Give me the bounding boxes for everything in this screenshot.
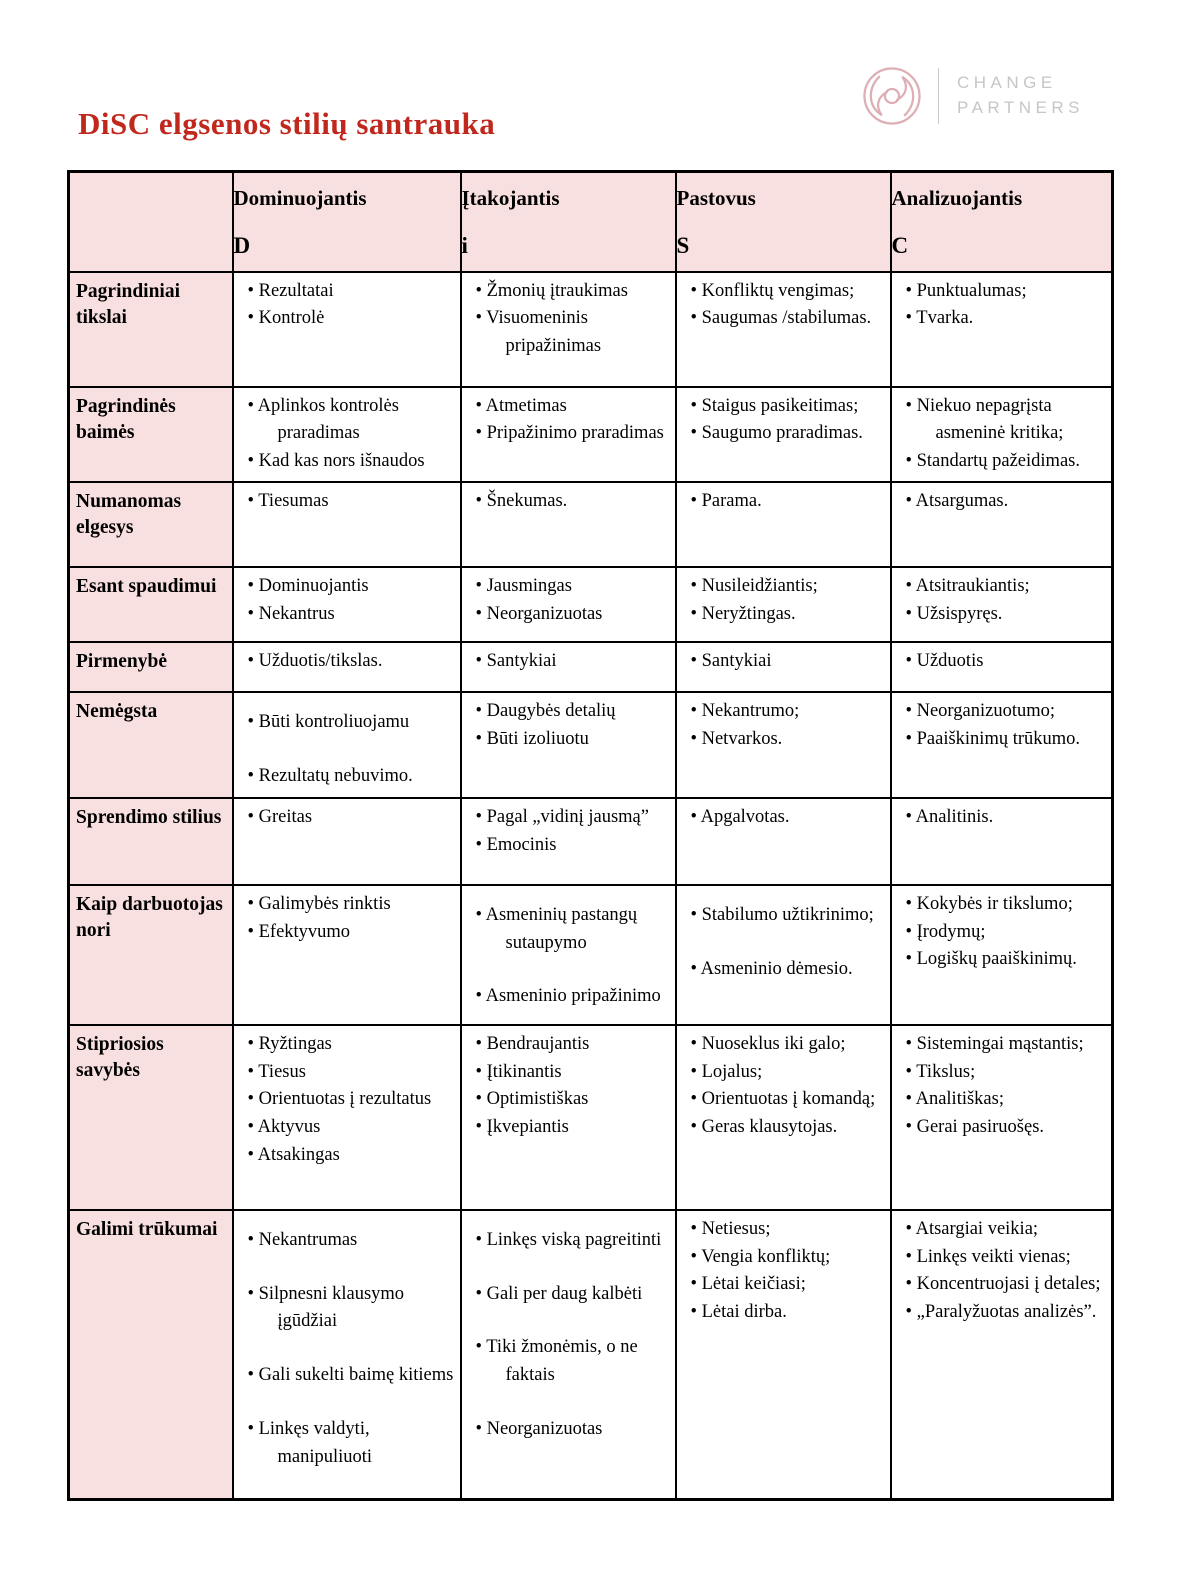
bullet-item: • Gali sukelti baimę kitiems bbox=[238, 1362, 454, 1390]
cell-i bbox=[461, 1025, 676, 1210]
bullet-item: • Koncentruojasi į detales; bbox=[896, 1271, 1106, 1299]
bullet-item: • Tikslus; bbox=[896, 1059, 1106, 1087]
bullet-item: • Aktyvus bbox=[238, 1114, 454, 1142]
bullet-item: • Niekuo nepagrįsta asmeninė kritika; bbox=[896, 393, 1106, 449]
bullet-item: • Vengia konfliktų; bbox=[681, 1244, 884, 1272]
bullet-item: • „Paralyžuotas analizės”. bbox=[896, 1299, 1106, 1327]
bullet-item: • Geras klausytojas. bbox=[681, 1114, 884, 1142]
bullet-item: • Neorganizuotas bbox=[466, 1416, 669, 1444]
table-row bbox=[69, 387, 1113, 482]
bullet-item: • Ryžtingas bbox=[238, 1031, 454, 1059]
logo-line1: CHANGE bbox=[957, 73, 1057, 93]
bullet-item: • Rezultatai bbox=[238, 278, 454, 306]
cell-C bbox=[891, 272, 1113, 387]
bullet-item: • Visuomeninis pripažinimas bbox=[466, 305, 669, 361]
bullet-item: • Šnekumas. bbox=[466, 488, 669, 516]
cell-C bbox=[891, 1025, 1113, 1210]
column-header-D bbox=[233, 172, 461, 272]
cell-C bbox=[891, 482, 1113, 567]
bullet-item: • Kokybės ir tikslumo; bbox=[896, 891, 1106, 919]
bullet-item: • Nekantrus bbox=[238, 601, 454, 629]
cell-S bbox=[676, 1210, 891, 1500]
bullet-item: • Įrodymų; bbox=[896, 919, 1106, 947]
row-label: Pagrindiniai tikslai bbox=[69, 272, 233, 387]
bullet-item: • Atsitraukiantis; bbox=[896, 573, 1106, 601]
bullet-item: • Asmeninio pripažinimo bbox=[466, 983, 669, 1011]
cell-S bbox=[676, 642, 891, 692]
row-label: Kaip darbuotojas nori bbox=[69, 885, 233, 1025]
column-name: Įtakojantis bbox=[461, 186, 560, 210]
cell-C bbox=[891, 885, 1113, 1025]
column-header-S bbox=[676, 172, 891, 272]
row-label: Pirmenybė bbox=[69, 642, 233, 692]
bullet-item: • Konfliktų vengimas; bbox=[681, 278, 884, 306]
disc-table-head bbox=[69, 172, 1113, 272]
bullet-item: • Tiesus bbox=[238, 1059, 454, 1087]
cell-i bbox=[461, 567, 676, 642]
table-row bbox=[69, 692, 1113, 798]
bullet-item: • Įtikinantis bbox=[466, 1059, 669, 1087]
column-letter: D bbox=[233, 232, 251, 258]
bullet-item: • Optimistiškas bbox=[466, 1086, 669, 1114]
bullet-item: • Tvarka. bbox=[896, 305, 1106, 333]
row-label: Esant spaudimui bbox=[69, 567, 233, 642]
cell-i bbox=[461, 1210, 676, 1500]
bullet-item: • Asmeninių pastangų sutaupymo bbox=[466, 902, 669, 958]
bullet-item: • Linkęs veikti vienas; bbox=[896, 1244, 1106, 1272]
bullet-item: • Staigus pasikeitimas; bbox=[681, 393, 884, 421]
cell-S bbox=[676, 567, 891, 642]
logo-line2: PARTNERS bbox=[957, 98, 1085, 117]
row-label: Nemėgsta bbox=[69, 692, 233, 798]
bullet-item: • Netiesus; bbox=[681, 1216, 884, 1244]
logo-divider bbox=[938, 68, 939, 124]
logo-wordmark bbox=[957, 71, 1084, 120]
disc-table bbox=[67, 170, 1114, 1501]
bullet-item: • Saugumas /stabilumas. bbox=[681, 305, 884, 333]
bullet-item: • Galimybės rinktis bbox=[238, 891, 454, 919]
cell-D bbox=[233, 272, 461, 387]
cell-i bbox=[461, 692, 676, 798]
bullet-item: • Gerai pasiruošęs. bbox=[896, 1114, 1106, 1142]
cell-D bbox=[233, 1025, 461, 1210]
column-header-i bbox=[461, 172, 676, 272]
bullet-item: • Netvarkos. bbox=[681, 726, 884, 754]
bullet-item: • Pripažinimo praradimas bbox=[466, 420, 669, 448]
bullet-item: • Lėtai dirba. bbox=[681, 1299, 884, 1327]
column-letter: C bbox=[891, 232, 909, 258]
bullet-item: • Užduotis/tikslas. bbox=[238, 648, 454, 676]
cell-D bbox=[233, 885, 461, 1025]
cell-C bbox=[891, 567, 1113, 642]
bullet-item: • Parama. bbox=[681, 488, 884, 516]
bullet-item: • Saugumo praradimas. bbox=[681, 420, 884, 448]
bullet-item: • Lojalus; bbox=[681, 1059, 884, 1087]
bullet-item: • Linkęs valdyti, manipuliuoti bbox=[238, 1416, 454, 1472]
bullet-item: • Dominuojantis bbox=[238, 573, 454, 601]
bullet-item: • Analitiškas; bbox=[896, 1086, 1106, 1114]
swirl-circle-icon bbox=[860, 64, 924, 128]
cell-C bbox=[891, 1210, 1113, 1500]
disc-table-body bbox=[69, 272, 1113, 1500]
row-label: Pagrindinės baimės bbox=[69, 387, 233, 482]
bullet-item: • Santykiai bbox=[466, 648, 669, 676]
table-row bbox=[69, 567, 1113, 642]
cell-C bbox=[891, 798, 1113, 885]
row-label: Numanomas elgesys bbox=[69, 482, 233, 567]
brand-logo bbox=[860, 64, 1084, 128]
bullet-item: • Užduotis bbox=[896, 648, 1106, 676]
cell-S bbox=[676, 272, 891, 387]
bullet-item: • Žmonių įtraukimas bbox=[466, 278, 669, 306]
cell-C bbox=[891, 387, 1113, 482]
bullet-item: • Asmeninio dėmesio. bbox=[681, 956, 884, 984]
bullet-item: • Aplinkos kontrolės praradimas bbox=[238, 393, 454, 449]
bullet-item: • Nekantrumo; bbox=[681, 698, 884, 726]
column-name: Analizuojantis bbox=[891, 186, 1023, 210]
cell-D bbox=[233, 642, 461, 692]
cell-S bbox=[676, 482, 891, 567]
bullet-item: • Stabilumo užtikrinimo; bbox=[681, 902, 884, 930]
bullet-item: • Tiesumas bbox=[238, 488, 454, 516]
column-header-C bbox=[891, 172, 1113, 272]
bullet-item: • Atsargumas. bbox=[896, 488, 1106, 516]
table-row bbox=[69, 885, 1113, 1025]
column-letter: i bbox=[461, 232, 468, 258]
cell-S bbox=[676, 387, 891, 482]
bullet-item: • Nusileidžiantis; bbox=[681, 573, 884, 601]
bullet-item: • Lėtai keičiasi; bbox=[681, 1271, 884, 1299]
bullet-item: • Nekantrumas bbox=[238, 1227, 454, 1255]
table-row bbox=[69, 482, 1113, 567]
bullet-item: • Neryžtingas. bbox=[681, 601, 884, 629]
table-row bbox=[69, 798, 1113, 885]
cell-i bbox=[461, 272, 676, 387]
column-letter: S bbox=[676, 232, 690, 258]
bullet-item: • Neorganizuotas bbox=[466, 601, 669, 629]
bullet-item: • Rezultatų nebuvimo. bbox=[238, 763, 454, 791]
bullet-item: • Linkęs viską pagreitinti bbox=[466, 1227, 669, 1255]
bullet-item: • Orientuotas į rezultatus bbox=[238, 1086, 454, 1114]
bullet-item: • Efektyvumo bbox=[238, 919, 454, 947]
cell-C bbox=[891, 692, 1113, 798]
bullet-item: • Daugybės detalių bbox=[466, 698, 669, 726]
column-name: Dominuojantis bbox=[233, 186, 367, 210]
bullet-item: • Atsargiai veikia; bbox=[896, 1216, 1106, 1244]
cell-i bbox=[461, 885, 676, 1025]
cell-D bbox=[233, 692, 461, 798]
cell-S bbox=[676, 885, 891, 1025]
cell-S bbox=[676, 798, 891, 885]
cell-i bbox=[461, 482, 676, 567]
header-row bbox=[69, 172, 1113, 272]
bullet-item: • Sistemingai mąstantis; bbox=[896, 1031, 1106, 1059]
bullet-item: • Jausmingas bbox=[466, 573, 669, 601]
table-row bbox=[69, 1210, 1113, 1500]
table-row bbox=[69, 272, 1113, 387]
cell-i bbox=[461, 798, 676, 885]
cell-D bbox=[233, 798, 461, 885]
cell-S bbox=[676, 1025, 891, 1210]
table-row bbox=[69, 1025, 1113, 1210]
bullet-item: • Pagal „vidinį jausmą” bbox=[466, 804, 669, 832]
cell-D bbox=[233, 387, 461, 482]
bullet-item: • Atmetimas bbox=[466, 393, 669, 421]
bullet-item: • Gali per daug kalbėti bbox=[466, 1281, 669, 1309]
row-label: Stipriosios savybės bbox=[69, 1025, 233, 1210]
row-label: Sprendimo stilius bbox=[69, 798, 233, 885]
bullet-item: • Standartų pažeidimas. bbox=[896, 448, 1106, 476]
bullet-item: • Logiškų paaiškinimų. bbox=[896, 946, 1106, 974]
bullet-item: • Emocinis bbox=[466, 832, 669, 860]
cell-i bbox=[461, 642, 676, 692]
cell-D bbox=[233, 567, 461, 642]
bullet-item: • Tiki žmonėmis, o ne faktais bbox=[466, 1334, 669, 1390]
bullet-item: • Greitas bbox=[238, 804, 454, 832]
bullet-item: • Analitinis. bbox=[896, 804, 1106, 832]
cell-S bbox=[676, 692, 891, 798]
bullet-item: • Būti izoliuotu bbox=[466, 726, 669, 754]
bullet-item: • Silpnesni klausymo įgūdžiai bbox=[238, 1281, 454, 1337]
bullet-item: • Neorganizuotumo; bbox=[896, 698, 1106, 726]
bullet-item: • Bendraujantis bbox=[466, 1031, 669, 1059]
bullet-item: • Įkvepiantis bbox=[466, 1114, 669, 1142]
bullet-item: • Būti kontroliuojamu bbox=[238, 709, 454, 737]
column-name: Pastovus bbox=[676, 186, 756, 210]
row-label: Galimi trūkumai bbox=[69, 1210, 233, 1500]
bullet-item: • Atsakingas bbox=[238, 1142, 454, 1170]
bullet-item: • Apgalvotas. bbox=[681, 804, 884, 832]
table-row bbox=[69, 642, 1113, 692]
bullet-item: • Punktualumas; bbox=[896, 278, 1106, 306]
bullet-item: • Santykiai bbox=[681, 648, 884, 676]
cell-D bbox=[233, 482, 461, 567]
bullet-item: • Užsispyręs. bbox=[896, 601, 1106, 629]
bullet-item: • Kontrolė bbox=[238, 305, 454, 333]
bullet-item: • Orientuotas į komandą; bbox=[681, 1086, 884, 1114]
page-title: DiSC elgsenos stilių santrauka bbox=[78, 106, 496, 141]
bullet-item: • Kad kas nors išnaudos bbox=[238, 448, 454, 476]
cell-i bbox=[461, 387, 676, 482]
cell-D bbox=[233, 1210, 461, 1500]
corner-cell bbox=[69, 172, 233, 272]
bullet-item: • Paaiškinimų trūkumo. bbox=[896, 726, 1106, 754]
bullet-item: • Nuoseklus iki galo; bbox=[681, 1031, 884, 1059]
cell-C bbox=[891, 642, 1113, 692]
